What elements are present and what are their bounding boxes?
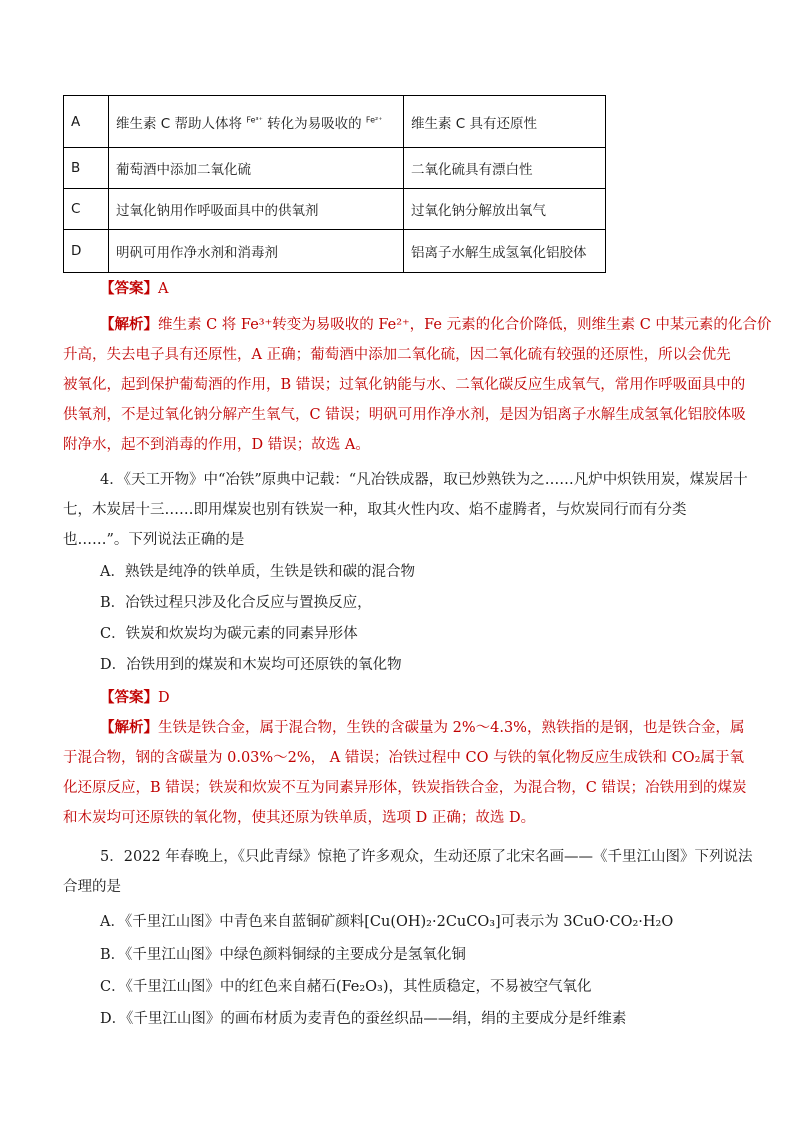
row-statement: 过氧化钠用作呼吸面具中的供氧剂 [109, 189, 404, 230]
q5-option-a: A．《千里江山图》中青色来自蓝铜矿颜料[Cu(OH)₂·2CuCO₃]可表示为 3CuO·CO₂·H₂O [100, 914, 674, 930]
formula-malachite: Cu(OH)₂·2CuCO₃ [369, 914, 496, 930]
table-row [64, 189, 606, 230]
q5-stem-line: 5．2022 年春晚上，《只此青绿》惊艳了许多观众，生动还原了北宋名画——《千里江山图》下列说法 [100, 849, 753, 865]
table-row [64, 96, 606, 148]
q4-option-a: A．熟铁是纯净的铁单质，生铁是铁和碳的混合物 [100, 564, 415, 580]
q4-stem-line: 也……”。下列说法正确的是 [63, 532, 245, 548]
row-label: A [64, 96, 109, 148]
q4-option-d: D．冶铁用到的煤炭和木炭均可还原铁的氧化物 [100, 657, 402, 673]
row-statement: 维生素 C 帮助人体将 $^{Fe^{3+}}$ 转化为易吸收的 $^{Fe^{2+}}$ [109, 96, 404, 148]
row-explanation: 过氧化钠分解放出氧气 [404, 189, 606, 230]
options-table [63, 95, 606, 273]
q4-analysis-line: 【解析】生铁是铁合金，属于混合物，生铁的含碳量为 2%～4.3%，熟铁指的是钢，也是铁合金，属 [100, 719, 745, 736]
q3-analysis-line: 供氧剂，不是过氧化钠分解产生氧气，C 错误；明矾可用作净水剂，是因为铝离子水解生成氢氧化铝胶体吸 [63, 407, 746, 423]
row-statement: 明矾可用作净水剂和消毒剂 [109, 230, 404, 273]
q4-stem-line: 七，木炭居十三……即用煤炭也别有铁炭一种，取其火性内攻、焰不虚腾者，与炊炭同行而有分类 [63, 502, 687, 518]
row-explanation: 铝离子水解生成氢氧化铝胶体 [404, 230, 606, 273]
row-statement: 葡萄酒中添加二氧化硫 [109, 148, 404, 189]
row-label: C [64, 189, 109, 230]
q4-option-b: B．冶铁过程只涉及化合反应与置换反应， [100, 595, 372, 611]
row-explanation: 维生素 C 具有还原性 [404, 96, 606, 148]
fe2-ion: Fe²⁺ [365, 115, 383, 124]
q4-analysis-line: 化还原反应，B 错误；铁炭和炊炭不互为同素异形体，铁炭指铁合金，为混合物，C 错误；冶铁用到的煤炭 [63, 780, 747, 796]
formula-oxide-form: 3CuO·CO₂·H₂O [563, 914, 674, 930]
q5-stem-line: 合理的是 [63, 879, 121, 895]
q3-analysis-line: 附净水，起不到消毒的作用，D 错误；故选 A。 [63, 437, 370, 453]
fe3-ion: Fe³⁺ [246, 115, 263, 124]
table-row [64, 148, 606, 189]
q4-answer: 【答案】D [100, 689, 170, 706]
row-label: D [64, 230, 109, 273]
q4-stem-line: 4．《天工开物》中“冶铁”原典中记载：“凡冶铁成器，取已炒熟铁为之……凡炉中炽铁用炭，煤炭居十 [100, 472, 748, 488]
q3-analysis-line: 被氧化，起到保护葡萄酒的作用，B 错误；过氧化钠能与水、二氧化碳反应生成氧气，常用作呼吸面具中的 [63, 377, 746, 393]
table-row [64, 230, 606, 273]
row-explanation: 二氧化硫具有漂白性 [404, 148, 606, 189]
q4-analysis-line: 和木炭均可还原铁的氧化物，使其还原为铁单质，选项 D 正确；故选 D。 [63, 810, 536, 826]
q5-option-b: B．《千里江山图》中绿色颜料铜绿的主要成分是氢氧化铜 [100, 947, 466, 963]
q3-answer: 【答案】A [100, 280, 169, 297]
q3-analysis-line: 【解析】维生素 C 将 Fe³⁺转变为易吸收的 Fe²⁺，Fe 元素的化合价降低，则维生素 C 中某元素的化合价 [100, 316, 772, 333]
q3-analysis-line: 升高，失去电子具有还原性，A 正确；葡萄酒中添加二氧化硫，因二氧化硫有较强的还原性，所以会优先 [63, 347, 731, 363]
q4-analysis-line: 于混合物，钢的含碳量为 0.03%～2%， A 错误；冶铁过程中 CO 与铁的氧化物反应生成铁和 CO₂属于氧 [63, 750, 744, 766]
row-label: B [64, 148, 109, 189]
q5-option-d: D．《千里江山图》的画布材质为麦青色的蚕丝织品——绢，绢的主要成分是纤维素 [100, 1011, 627, 1027]
q5-option-c: C．《千里江山图》中的红色来自赭石(Fe₂O₃)，其性质稳定，不易被空气氧化 [100, 979, 592, 995]
q4-option-c: C．铁炭和炊炭均为碳元素的同素异形体 [100, 626, 358, 642]
